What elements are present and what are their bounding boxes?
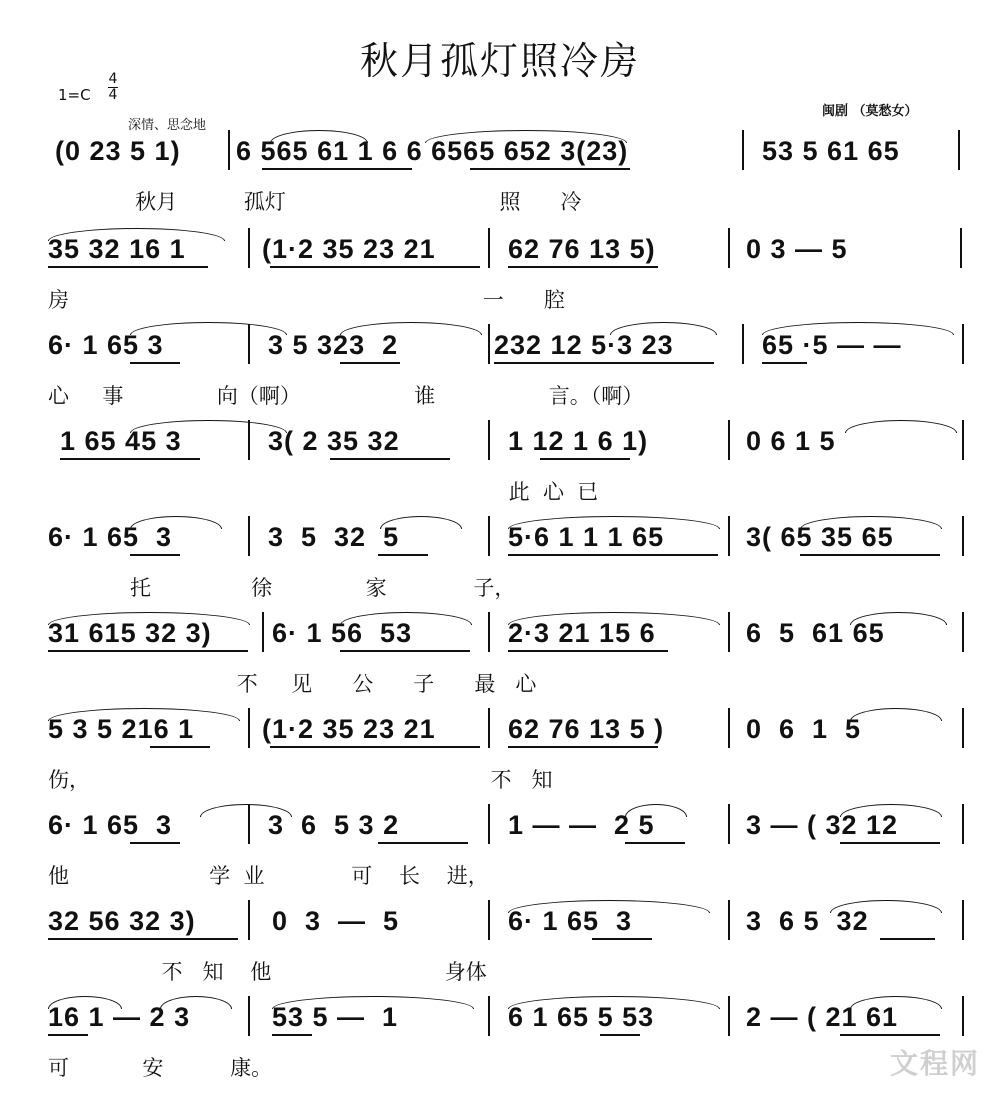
lyrics-row: 托 徐 家 子， bbox=[130, 576, 516, 600]
barline bbox=[488, 516, 490, 556]
underline bbox=[625, 842, 685, 844]
barline bbox=[958, 130, 960, 170]
barline bbox=[962, 708, 964, 748]
slur bbox=[800, 516, 942, 529]
score-system bbox=[0, 898, 1000, 998]
measure: 5·6 1 1 1 65 bbox=[508, 522, 665, 552]
slur bbox=[160, 996, 232, 1009]
underline bbox=[880, 938, 935, 940]
barline bbox=[228, 130, 230, 170]
barline bbox=[728, 708, 730, 748]
underline bbox=[340, 650, 470, 652]
underline bbox=[592, 938, 652, 940]
underline bbox=[48, 1034, 88, 1036]
underline bbox=[48, 938, 238, 940]
underline bbox=[840, 1034, 940, 1036]
notes-row bbox=[0, 226, 1000, 272]
measure: 6· 1 56 53 bbox=[272, 618, 413, 648]
barline bbox=[728, 516, 730, 556]
measure: 6· 1 65 3 bbox=[48, 810, 173, 840]
score-system bbox=[0, 226, 1000, 326]
barline bbox=[960, 228, 962, 268]
barline bbox=[728, 900, 730, 940]
measure: 1 65 45 3 bbox=[60, 426, 182, 456]
notes-row bbox=[0, 610, 1000, 656]
measure: 1 12 1 6 1) bbox=[508, 426, 649, 456]
meter-top: 4 bbox=[108, 71, 118, 87]
barline bbox=[262, 612, 264, 652]
measure: 53 5 61 65 bbox=[762, 136, 900, 166]
lyrics-row: 秋月 孤灯 照 冷 bbox=[55, 190, 582, 214]
score-system bbox=[0, 994, 1000, 1094]
slur bbox=[508, 612, 720, 625]
lyrics-row: 此 心 已 bbox=[48, 480, 599, 504]
measure: 2·3 21 15 6 bbox=[508, 618, 656, 648]
measure: 62 76 13 5) bbox=[508, 234, 656, 264]
slur bbox=[380, 516, 462, 529]
underline bbox=[130, 842, 180, 844]
slur bbox=[508, 516, 720, 529]
barline bbox=[962, 612, 964, 652]
underline bbox=[130, 362, 180, 364]
slur bbox=[340, 612, 472, 625]
barline bbox=[962, 804, 964, 844]
measure: 65 ·5 — — bbox=[762, 330, 902, 360]
measure: 3( 2 35 32 bbox=[268, 426, 400, 456]
barline bbox=[728, 804, 730, 844]
time-signature bbox=[108, 72, 118, 103]
measure: 232 12 5·3 23 bbox=[494, 330, 674, 360]
score-system bbox=[0, 514, 1000, 614]
notes-row bbox=[0, 418, 1000, 464]
slur bbox=[625, 804, 687, 817]
score-system bbox=[0, 610, 1000, 710]
slur bbox=[762, 322, 954, 335]
measure: 6· 1 65 3 bbox=[48, 330, 164, 360]
barline bbox=[962, 516, 964, 556]
measure: 6· 1 65 3 bbox=[48, 522, 173, 552]
slur bbox=[48, 708, 240, 721]
slur bbox=[840, 804, 942, 817]
lyrics-row: 房 一 腔 bbox=[48, 288, 565, 312]
lyrics-row: 他 学 业 可 长 进， bbox=[48, 864, 489, 888]
lyrics-row: 不 见 公 子 最 心 bbox=[130, 672, 537, 696]
slur bbox=[48, 996, 122, 1009]
slur bbox=[340, 322, 482, 335]
underline bbox=[508, 554, 718, 556]
meter-bottom: 4 bbox=[108, 87, 118, 103]
barline bbox=[742, 324, 744, 364]
measure: 3 6 5 32 bbox=[746, 906, 869, 936]
notes-row bbox=[0, 706, 1000, 752]
barline bbox=[488, 996, 490, 1036]
measure: 6· 1 65 3 bbox=[508, 906, 633, 936]
measure: 3 5 323 2 bbox=[268, 330, 399, 360]
slur bbox=[508, 996, 720, 1009]
measure: 2 — ( 21 61 bbox=[746, 1002, 899, 1032]
barline bbox=[962, 324, 964, 364]
barline bbox=[728, 420, 730, 460]
barline bbox=[488, 228, 490, 268]
measure: 31 615 32 3) bbox=[48, 618, 212, 648]
barline bbox=[962, 900, 964, 940]
slur bbox=[850, 996, 942, 1009]
underline bbox=[508, 266, 658, 268]
underline bbox=[378, 554, 428, 556]
barline bbox=[488, 612, 490, 652]
score-system bbox=[0, 128, 1000, 228]
measure: 0 3 — 5 bbox=[272, 906, 400, 936]
notes-row bbox=[0, 802, 1000, 848]
tempo-marking: 深情、思念地 bbox=[128, 118, 207, 133]
slur bbox=[508, 900, 710, 913]
slur bbox=[130, 516, 222, 529]
underline bbox=[270, 266, 480, 268]
slur bbox=[850, 612, 947, 625]
score-system bbox=[0, 706, 1000, 806]
barline bbox=[742, 130, 744, 170]
slur bbox=[425, 130, 627, 143]
underline bbox=[270, 746, 480, 748]
slur bbox=[48, 228, 225, 241]
slur bbox=[48, 612, 250, 625]
score-system bbox=[0, 418, 1000, 518]
page-title: 秋月孤灯照冷房 bbox=[359, 39, 640, 83]
underline bbox=[840, 842, 940, 844]
underline bbox=[494, 362, 714, 364]
barline bbox=[248, 228, 250, 268]
slur bbox=[130, 420, 287, 433]
measure: 62 76 13 5 ) bbox=[508, 714, 665, 744]
measure: 0 3 — 5 bbox=[746, 234, 848, 264]
notes-row bbox=[0, 994, 1000, 1040]
barline bbox=[728, 612, 730, 652]
notes-row bbox=[0, 128, 1000, 174]
measure: 3 — ( 32 12 bbox=[746, 810, 899, 840]
measure: 16 1 — 2 3 bbox=[48, 1002, 191, 1032]
measure: 53 5 — 1 bbox=[272, 1002, 399, 1032]
score-system bbox=[0, 802, 1000, 902]
measure: 5 3 5 216 1 bbox=[48, 714, 195, 744]
barline bbox=[248, 900, 250, 940]
measure: 3 6 5 3 2 bbox=[268, 810, 400, 840]
underline bbox=[340, 362, 400, 364]
underline bbox=[470, 168, 630, 170]
measure: 1 — — 2 5 bbox=[508, 810, 655, 840]
slur bbox=[850, 708, 942, 721]
measure: 6 5 61 65 bbox=[746, 618, 885, 648]
measure: 6 565 61 1 6 6 6565 652 3(23) bbox=[236, 136, 629, 166]
underline bbox=[800, 554, 940, 556]
slur bbox=[130, 322, 287, 335]
slur bbox=[830, 900, 942, 913]
barline bbox=[248, 516, 250, 556]
measure: (0 23 5 1) bbox=[55, 136, 181, 166]
barline bbox=[248, 996, 250, 1036]
lyrics-row: 伤， 不 知 bbox=[48, 768, 553, 792]
key-signature: 1=C bbox=[58, 86, 91, 104]
score-system bbox=[0, 322, 1000, 422]
barline bbox=[248, 708, 250, 748]
barline bbox=[488, 324, 490, 364]
underline bbox=[762, 362, 807, 364]
barline bbox=[488, 708, 490, 748]
watermark-logo: 文程网 bbox=[889, 1047, 980, 1080]
underline bbox=[48, 266, 208, 268]
barline bbox=[488, 804, 490, 844]
barline bbox=[728, 996, 730, 1036]
underline bbox=[130, 554, 180, 556]
notes-row bbox=[0, 514, 1000, 560]
slur bbox=[610, 322, 717, 335]
underline bbox=[378, 842, 468, 844]
lyrics-row: 可 安 康。 bbox=[48, 1056, 273, 1080]
underline bbox=[508, 746, 658, 748]
measure: 35 32 16 1 bbox=[48, 234, 186, 264]
slur bbox=[270, 130, 368, 143]
underline bbox=[330, 458, 450, 460]
slur bbox=[845, 420, 957, 433]
measure: (1·2 35 23 21 bbox=[262, 714, 436, 744]
measure: 6 1 65 5 53 bbox=[508, 1002, 655, 1032]
lyrics-row: 不 知 他 身体 bbox=[48, 960, 487, 984]
underline bbox=[60, 458, 200, 460]
measure: 0 6 1 5 bbox=[746, 714, 862, 744]
source-label: 闽剧 （莫愁女） bbox=[822, 104, 918, 119]
slur bbox=[200, 804, 292, 817]
barline bbox=[488, 420, 490, 460]
notes-row bbox=[0, 898, 1000, 944]
measure: 0 6 1 5 bbox=[746, 426, 836, 456]
notes-row bbox=[0, 322, 1000, 368]
slur bbox=[272, 996, 474, 1009]
measure: 3 5 32 5 bbox=[268, 522, 400, 552]
underline bbox=[508, 650, 668, 652]
barline bbox=[488, 900, 490, 940]
measure: 32 56 32 3) bbox=[48, 906, 196, 936]
underline bbox=[48, 650, 248, 652]
underline bbox=[540, 458, 630, 460]
underline bbox=[150, 746, 210, 748]
barline bbox=[962, 420, 964, 460]
underline bbox=[600, 1034, 640, 1036]
lyrics-row: 心 事 向（啊） 谁 言。（啊） bbox=[48, 384, 644, 408]
measure: 3( 65 35 65 bbox=[746, 522, 894, 552]
measure: (1·2 35 23 21 bbox=[262, 234, 436, 264]
underline bbox=[262, 168, 412, 170]
barline bbox=[962, 996, 964, 1036]
underline bbox=[272, 1034, 312, 1036]
barline bbox=[728, 228, 730, 268]
